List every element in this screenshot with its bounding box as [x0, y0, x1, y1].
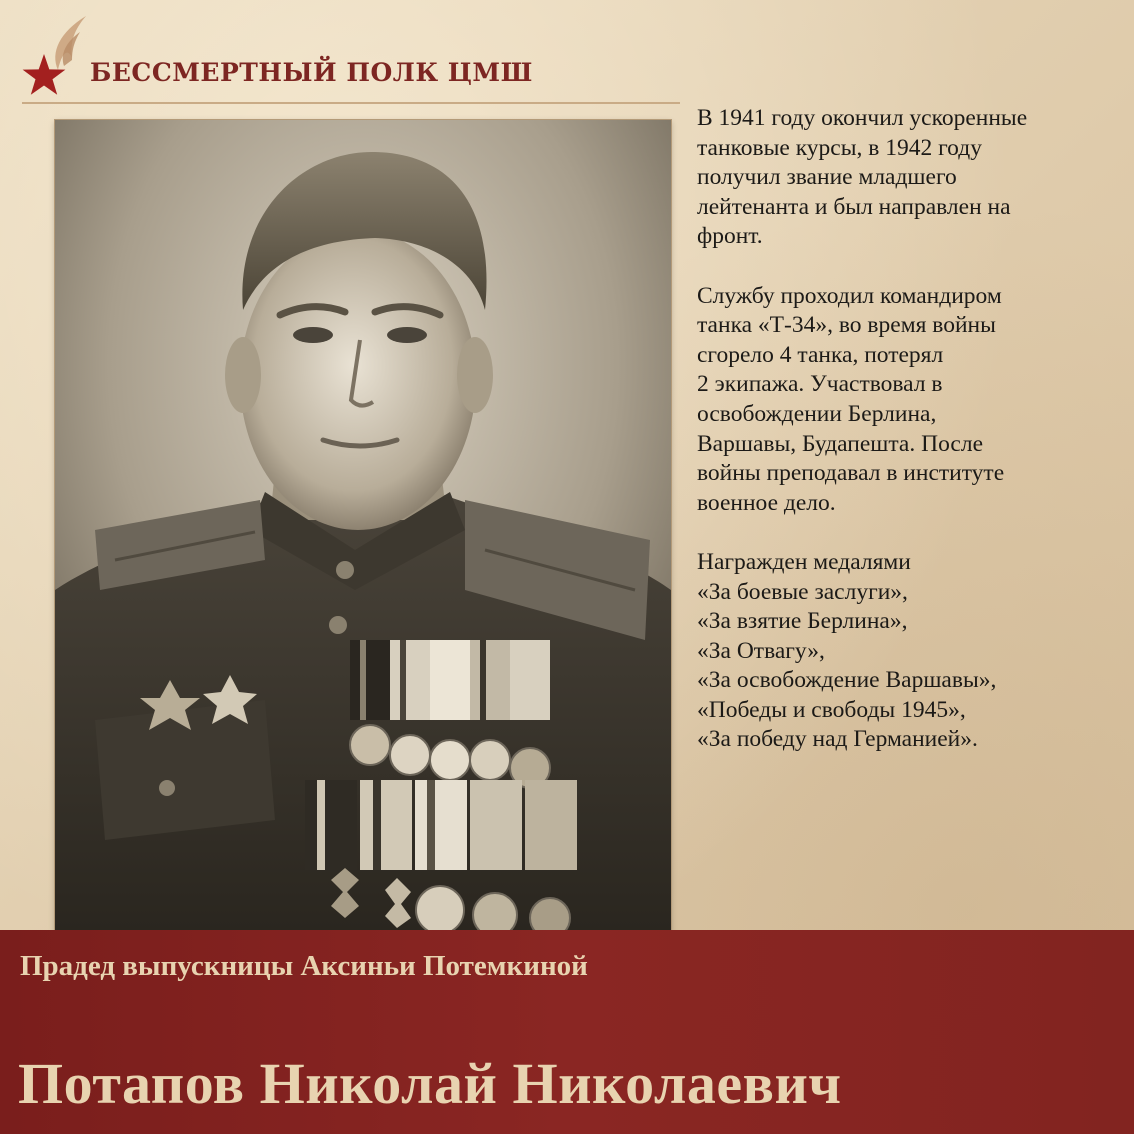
header-divider	[22, 102, 680, 104]
portrait-illustration	[55, 120, 671, 932]
biography	[697, 104, 1117, 755]
bio-paragraph-awards: Награжден медалями «За боевые заслуги», «За взятие Берлина», «За Отвагу», «За освобождение Варшавы», «Победы и свободы 1945», «За победу над Германией».	[697, 548, 997, 753]
brand-title: БЕССМЕРТНЫЙ ПОЛК ЦМШ	[90, 58, 533, 87]
veteran-name: Потапов Николай Николаевич	[18, 1051, 842, 1116]
relation-subtitle: Прадед выпускницы Аксиньи Потемкиной	[20, 950, 588, 982]
soldier-portrait-photo	[55, 120, 671, 932]
red-star-with-flame-icon	[20, 8, 94, 96]
bio-paragraph-training: В 1941 году окончил ускоренные танковые курсы, в 1942 году получил звание младшего лейтенанта и был направлен на фронт.	[697, 105, 1028, 250]
bio-paragraph-service: Службу проходил командиром танка «Т-34», во время войны сгорело 4 танка, потерял 2 экипажа. Участвовал в освобождении Берлина, Варшавы, Будапешта. После войны преподавал в институте военное дело.	[697, 282, 1005, 516]
